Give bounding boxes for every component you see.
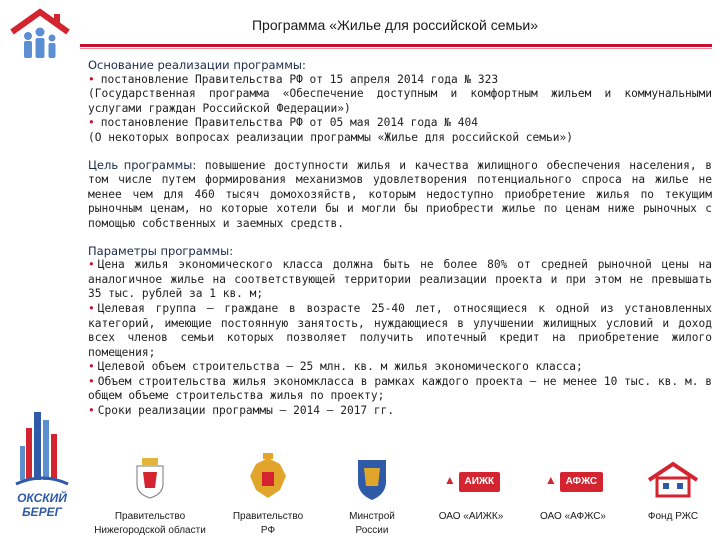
params-item	[88, 404, 712, 419]
logo-word-2: БЕРЕГ	[22, 505, 62, 519]
partner-aizhk	[426, 452, 516, 540]
minstroy-emblem-icon	[352, 452, 392, 502]
params-item	[88, 302, 712, 360]
partner-caption: Минстрой России	[349, 511, 395, 536]
bullet-icon: •	[88, 258, 95, 272]
params-item-text: Целевой объем строительства – 25 млн. кв. м жилья экономического класса;	[97, 360, 583, 374]
partner-caption: Правительство Нижегородской области	[94, 511, 206, 536]
params-item	[88, 258, 712, 302]
oksky-bereg-logo-icon	[12, 398, 72, 528]
goal-section	[88, 158, 712, 232]
bullet-icon: •	[88, 301, 95, 315]
basis-item	[88, 73, 712, 88]
params-item-text: Целевая группа – граждане в возрасте 25-40 лет, относящиеся к одной из установленных категорий, имеющие постоянную занятость, нуждающиеся в улучшении жилищных условий и доход всех членов семьи которых позволяет получить ипотечный кредит на приобретение жилого помещения;	[88, 301, 712, 359]
basis-item	[88, 87, 712, 116]
partner-afzhs	[528, 452, 618, 540]
aizhk-mark-icon: ▲	[443, 473, 456, 487]
params-section	[88, 244, 712, 419]
partner-caption: Правительство РФ	[232, 511, 304, 536]
afzhs-badge: АФЖС	[560, 472, 604, 492]
afzhs-mark-icon: ▲	[544, 473, 557, 487]
nizhny-novgorod-coat-of-arms-icon	[133, 456, 167, 500]
partner-minstroy	[332, 452, 412, 540]
basis-item	[88, 131, 712, 146]
goal-heading: Цель программы:	[88, 157, 197, 172]
params-heading: Параметры программы:	[88, 243, 234, 258]
page-title: Программа «Жилье для российской семьи»	[251, 17, 539, 33]
rzhs-house-logo-icon	[645, 460, 701, 500]
params-item	[88, 360, 712, 375]
basis-heading: Основание реализации программы:	[88, 58, 306, 72]
bullet-icon: •	[88, 360, 95, 374]
aizhk-badge: АИЖК	[459, 472, 501, 492]
main-content	[88, 58, 712, 419]
goal-text: повышение доступности жилья и качества жилищного обеспечения населения, в том числе путем формирования механизмов удовлетворения потенциального спроса на жилье не менее чем для 460 тысяч домохозяйств, которым недоступно приобретение жилья по текущим рыночным ценам, но которые хотели бы и могли бы приобрести жилье по ценам ниже рыночных с помощью собственных и заемных средств.	[88, 158, 712, 230]
params-item-text: Сроки реализации программы – 2014 – 2017 гг.	[97, 404, 395, 418]
params-item	[88, 375, 712, 404]
basis-item-text: (О некоторых вопросах реализации программы «Жилье для российской семьи»)	[88, 130, 573, 144]
basis-item-text: постановление Правительства РФ от 05 мая 2014 года № 404	[100, 116, 478, 130]
params-item-text: Цена жилья экономического класса должна быть не более 80% от средней рыночной цены на аналогичное жилье на соответствующей территории реализации проекта и при этом не превышать 35 тыс. рублей за 1 кв. м;	[88, 258, 712, 301]
header-divider	[80, 44, 712, 47]
partner-rzhs	[632, 452, 714, 540]
bullet-icon: •	[88, 404, 95, 418]
russian-coat-of-arms-icon	[246, 452, 290, 504]
bullet-icon: •	[88, 116, 95, 130]
family-house-logo-icon	[8, 8, 72, 62]
partner-caption: ОАО «АФЖС»	[540, 511, 606, 522]
partner-caption: ОАО «АИЖК»	[438, 511, 504, 522]
header-divider-thin	[80, 48, 712, 49]
basis-item-text: (Государственная программа «Обеспечение доступным и комфортным жильем и коммунальными услугами граждан Российской Федерации»)	[88, 87, 712, 115]
basis-item	[88, 116, 712, 131]
partner-nizhny-novgorod	[80, 452, 220, 540]
partner-caption: Фонд РЖС	[647, 511, 699, 522]
bullet-icon: •	[88, 374, 95, 388]
basis-item-text: постановление Правительства РФ от 15 апреля 2014 года № 323	[100, 72, 499, 86]
params-item-text: Объем строительства жилья экономкласса в рамках каждого проекта – не менее 10 тыс. кв. м. в общем объеме строительства жилья по проекту;	[88, 374, 712, 403]
partner-government-rf	[218, 452, 318, 540]
logo-word-1: ОКСКИЙ	[17, 491, 67, 505]
bullet-icon: •	[88, 72, 95, 86]
basis-section	[88, 58, 712, 146]
partners-footer	[80, 452, 720, 540]
